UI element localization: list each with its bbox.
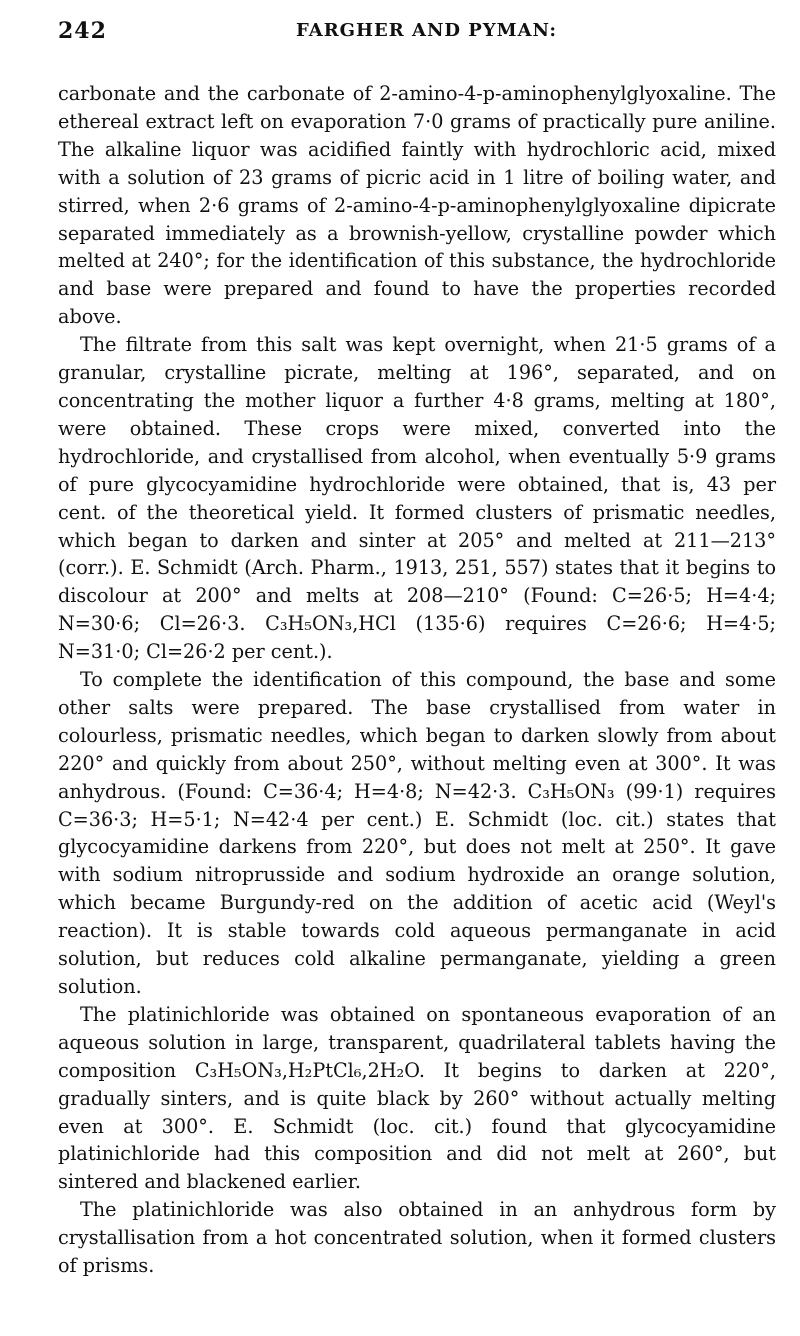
- article-body: [58, 80, 776, 1280]
- running-head: FARGHER AND PYMAN:: [296, 20, 557, 41]
- page-number: 242: [58, 18, 107, 44]
- paragraph-4: The platinichloride was obtained on spontaneous evaporation of an aqueous solution in large, transparent, quadrilateral tablets having the composition C₃H₅ON₃,H₂PtCl₆,2H₂O. It begins to darken at 220°, gradually sinters, and is quite black by 260° without actually melting even at 300°. E. Schmidt (loc. cit.) found that glycocyamidine platinichloride had this composition and did not melt at 260°, but sintered and blackened earlier.: [58, 1002, 776, 1194]
- paragraph-3: To complete the identification of this compound, the base and some other salts were prepared. The base crystallised from water in colourless, prismatic needles, which began to darken slowly from about 220° and quickly from about 250°, without melting even at 300°. It was anhydrous. (Found: C=36·4; H=4·8; N=42·3. C₃H₅ON₃ (99·1) requires C=36·3; H=5·1; N=42·4 per cent.) E. Schmidt (loc. cit.) states that glycocyamidine darkens from 220°, but does not melt at 250°. It gave with sodium nitroprusside and sodium hydroxide an orange solution, which became Burgundy-red on the addition of acetic acid (Weyl's reaction). It is stable towards cold aqueous permanganate in acid solution, but reduces cold alkaline permanganate, yielding a green solution.: [58, 668, 776, 998]
- paragraph-5: The platinichloride was also obtained in an anhydrous form by crystallisation from a hot concentrated solution, when it formed clusters of prisms.: [58, 1198, 776, 1278]
- paragraph-2: The filtrate from this salt was kept overnight, when 21·5 grams of a granular, crystalline picrate, melting at 196°, separated, and on concentrating the mother liquor a further 4·8 grams, melting at 180°, were obtained. These crops were mixed, converted into the hydrochloride, and crystallised from alcohol, when eventually 5·9 grams of pure glycocyamidine hydrochloride were obtained, that is, 43 per cent. of the theoretical yield. It formed clusters of prismatic needles, which began to darken and sinter at 205° and melted at 211—213° (corr.). E. Schmidt (Arch. Pharm., 1913, 251, 557) states that it begins to discolour at 200° and melts at 208—210° (Found: C=26·5; H=4·4; N=30·6; Cl=26·3. C₃H₅ON₃,HCl (135·6) requires C=26·6; H=4·5; N=31·0; Cl=26·2 per cent.).: [58, 333, 776, 664]
- paragraph-1: carbonate and the carbonate of 2-amino-4-p-aminophenylglyoxaline. The ethereal extract left on evaporation 7·0 grams of practically pure aniline. The alkaline liquor was acidified faintly with hydrochloric acid, mixed with a solution of 23 grams of picric acid in 1 litre of boiling water, and stirred, when 2·6 grams of 2-amino-4-p-aminophenylglyoxaline dipicrate separated immediately as a brownish-yellow, crystalline powder which melted at 240°; for the identification of this substance, the hydrochloride and base were prepared and found to have the properties recorded above.: [58, 82, 776, 329]
